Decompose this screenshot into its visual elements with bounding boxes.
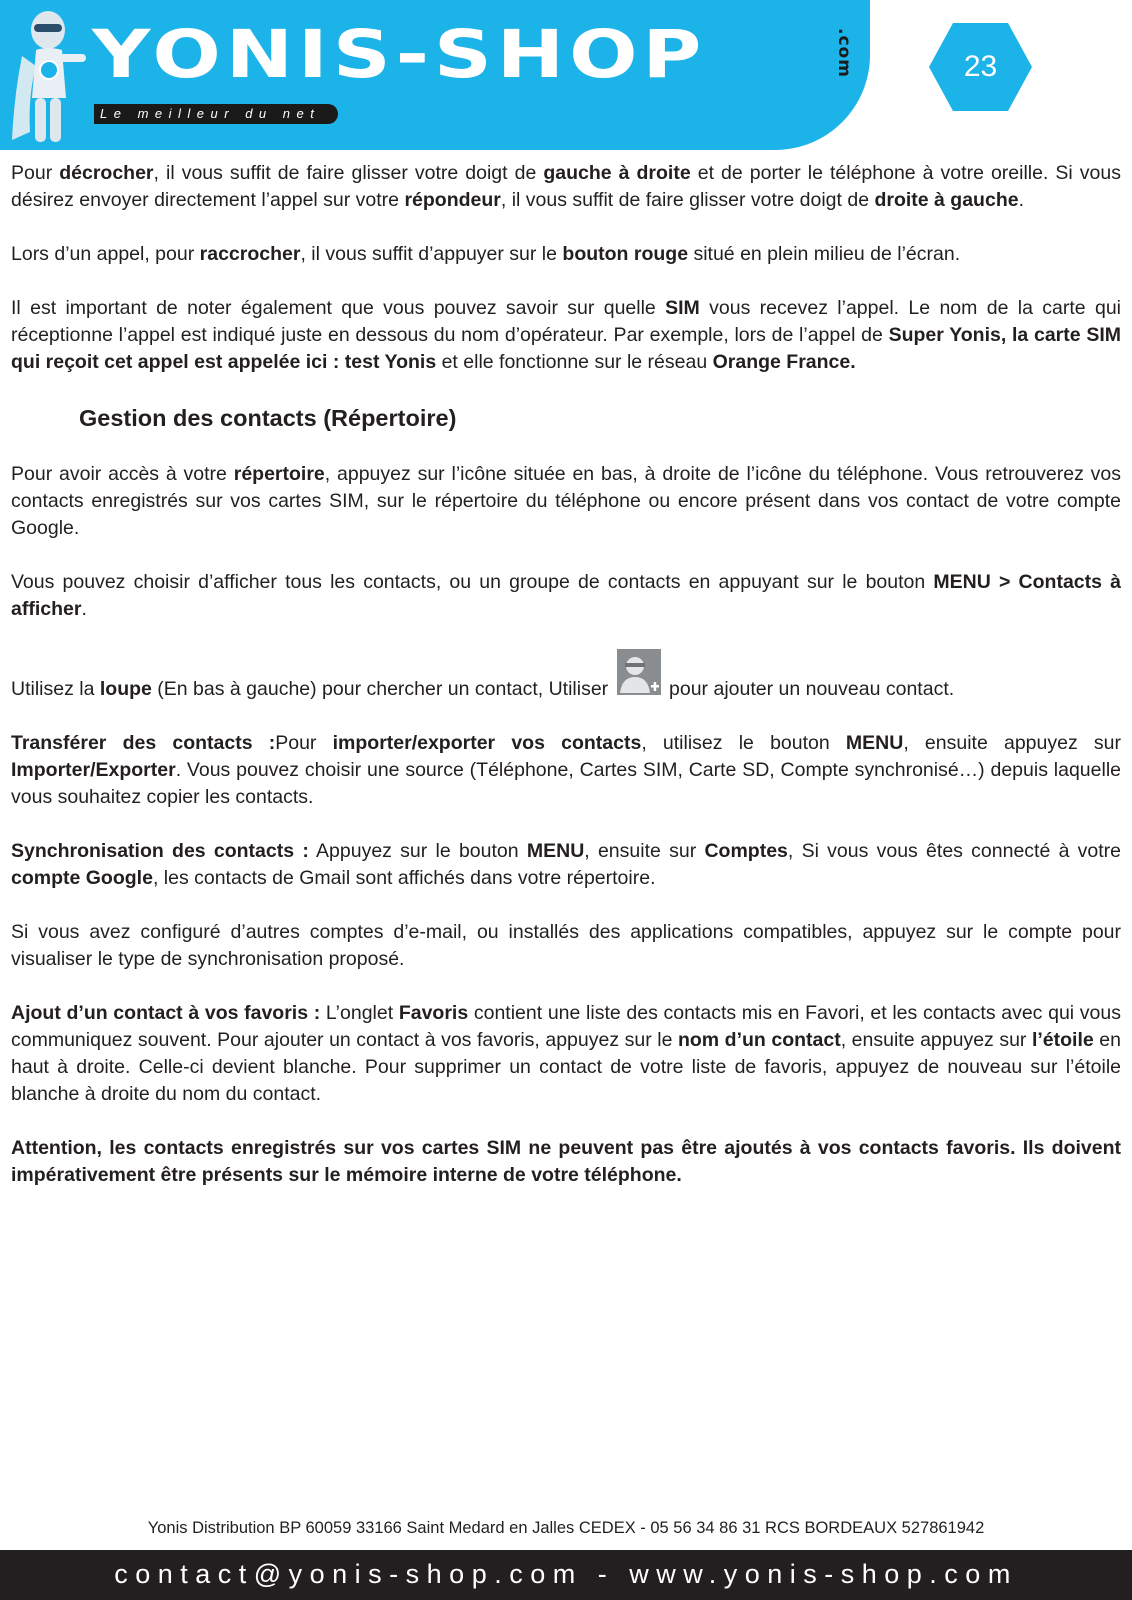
paragraph-transfer-contacts: Transférer des contacts :Pour importer/exporter vos contacts, utilisez le bouton MENU, ensuite appuyez sur Importer/Exporter. Vous pouvez choisir une source (Téléphone, Cartes SIM, Carte SD, Compte synchronisé…) depuis laquelle vous souhaitez copier les contacts.	[11, 732, 1121, 808]
footer-address: Yonis Distribution BP 60059 33166 Saint Medard en Jalles CEDEX - 05 56 34 86 31 RCS BORDEAUX 527861942	[147, 1519, 985, 1537]
paragraph-sim-info: Il est important de noter également que vous pouvez savoir sur quelle SIM vous recevez l’appel. Le nom de la carte qui réceptionne l’appel est indiqué juste en dessous du nom d’opérateur. Par exemple, lors de l’appel de Super Yonis, la carte SIM qui reçoit cet appel est appelée ici : test Yonis et elle fonctionne sur le réseau Orange France.	[11, 297, 1122, 373]
paragraph-directory-access: Pour avoir accès à votre répertoire, appuyez sur l’icône située en bas, à droite de l’icône du téléphone. Vous retrouverez vos contacts enregistrés sur vos cartes SIM, sur le répertoire du téléphone ou encore présent dans vos contact de votre compte Google.	[11, 463, 1121, 539]
document-body	[11, 160, 1121, 1216]
paragraph-answer-call: Pour décrocher, il vous suffit de faire glisser votre doigt de gauche à droite et de porter le téléphone à votre oreille. Si vous désirez envoyer directement l’appel sur votre répondeur, il vous suffit de faire glisser votre doigt de droite à gauche.	[11, 162, 1121, 211]
paragraph-other-accounts: Si vous avez configuré d’autres comptes d’e-mail, ou installés des applications compatibles, appuyez sur le compte pour visualiser le type de synchronisation proposé.	[11, 921, 1121, 970]
brand-logo: YONIS-SHOP	[92, 16, 707, 93]
brand-tagline: Le meilleur du net	[100, 106, 321, 121]
paragraph-favorites: Ajout d’un contact à vos favoris : L’onglet Favoris contient une liste des contacts mis en Favori, et les contacts avec qui vous communiquez souvent. Pour ajouter un contact à vos favoris, appuyez sur le nom d’un contact, ensuite appuyez sur l’étoile en haut à droite. Celle-ci devient blanche. Pour supprimer un contact de votre liste de favoris, appuyez de nouveau sur l’étoile blanche à droite du nom du contact.	[11, 1002, 1121, 1105]
paragraph-search-add: Utilisez la loupe (En bas à gauche) pour chercher un contact, Utiliser pour ajouter un nouveau contact.	[11, 649, 1121, 703]
add-contact-icon	[617, 649, 661, 699]
section-title: Gestion des contacts (Répertoire)	[79, 405, 457, 431]
footer-contact: contact@yonis-shop.com - www.yonis-shop.com	[114, 1559, 1018, 1589]
paragraph-hang-up: Lors d’un appel, pour raccrocher, il vous suffit d’appuyer sur le bouton rouge situé en plein milieu de l’écran.	[11, 243, 961, 265]
brand-logo-suffix: .com	[834, 28, 854, 78]
mascot-logo-icon	[8, 6, 88, 146]
paragraph-sync-contacts: Synchronisation des contacts : Appuyez sur le bouton MENU, ensuite sur Comptes, Si vous vous êtes connecté à votre compte Google, les contacts de Gmail sont affichés dans votre répertoire.	[11, 840, 1122, 889]
paragraph-contacts-display: Vous pouvez choisir d’afficher tous les contacts, ou un groupe de contacts en appuyant sur le bouton MENU > Contacts à afficher.	[11, 571, 1122, 620]
page-number: 23	[963, 50, 998, 83]
paragraph-warning: Attention, les contacts enregistrés sur vos cartes SIM ne peuvent pas être ajoutés à vos contacts favoris. Ils doivent impérativement être présents sur le mémoire interne de votre téléphone.	[11, 1137, 1121, 1186]
